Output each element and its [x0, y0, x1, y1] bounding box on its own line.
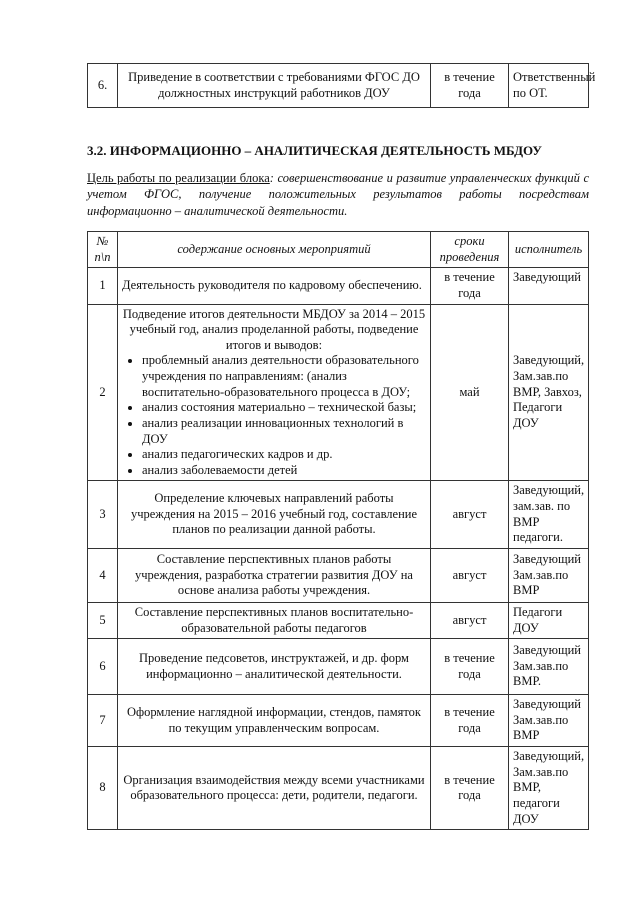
table-row	[88, 695, 589, 747]
row-term: август	[431, 481, 509, 549]
list-item: • анализ педагогических кадров и др.	[142, 447, 426, 463]
row-number: 5	[88, 602, 118, 638]
row-content	[118, 304, 431, 481]
analysis-list	[122, 353, 426, 478]
row-responsible: Заведующий	[509, 268, 589, 304]
list-item: • анализ реализации инновационных технологий в ДОУ	[142, 416, 426, 447]
table-row	[88, 639, 589, 695]
table-row	[88, 481, 589, 549]
header-num: № п\п	[88, 232, 118, 268]
row-number: 6	[88, 639, 118, 695]
table-row	[88, 548, 589, 602]
row-term: в течение года	[431, 639, 509, 695]
row-number: 6.	[88, 64, 118, 108]
row-term: август	[431, 548, 509, 602]
section-goal	[87, 170, 589, 219]
row-content: Определение ключевых направлений работы учреждения на 2015 – 2016 учебный год, составление планов по реализации данной работы.	[118, 481, 431, 549]
list-item: • анализ состояния материально – технической базы;	[142, 400, 426, 416]
table-header-row	[88, 232, 589, 268]
row-content: Организация взаимодействия между всеми участниками образовательного процесса: дети, родители, педагоги.	[118, 747, 431, 830]
list-item: • проблемный анализ деятельности образовательного учреждения по направлениям: (анализ воспитательно-образовательного процесса в ДОУ;	[142, 353, 426, 400]
row-number: 2	[88, 304, 118, 481]
row-term: в течение года	[431, 695, 509, 747]
row-number: 8	[88, 747, 118, 830]
header-responsible: исполнитель	[509, 232, 589, 268]
goal-label: Цель работы по реализации блока	[87, 171, 270, 185]
list-item: • анализ заболеваемости детей	[142, 463, 426, 479]
table-row	[88, 64, 589, 108]
row-number: 4	[88, 548, 118, 602]
row-term: в течение года	[431, 64, 509, 108]
row-content: Проведение педсоветов, инструктажей, и др. форм информационно – аналитической деятельности.	[118, 639, 431, 695]
row-term: август	[431, 602, 509, 638]
row-content-intro: Подведение итогов деятельности МБДОУ за 2014 – 2015 учебный год, анализ проделанной работы, подведение итогов и выводов:	[122, 306, 426, 352]
row-number: 1	[88, 268, 118, 304]
previous-plan-table	[87, 63, 596, 108]
row-responsible: Ответственный по ОТ.	[509, 64, 589, 108]
row-responsible: Заведующий Зам.зав.по ВМР.	[509, 639, 589, 695]
row-content: Составление перспективных планов воспитательно-образовательной работы педагогов	[118, 602, 431, 638]
row-responsible: Заведующий Зам.зав.по ВМР	[509, 548, 589, 602]
row-number: 3	[88, 481, 118, 549]
row-content: Составление перспективных планов работы учреждения, разработка стратегии развития ДОУ на основе анализа работы учреждения.	[118, 548, 431, 602]
row-number: 7	[88, 695, 118, 747]
goal-text: : совершенствование и развитие управленческих функций с учетом ФГОС, получение положительных результатов работы посредствам информационно – аналитической деятельности.	[87, 171, 589, 218]
table-row	[88, 602, 589, 638]
header-content: содержание основных мероприятий	[118, 232, 431, 268]
row-responsible: Заведующий, Зам.зав.по ВМР, педагоги ДОУ	[509, 747, 589, 830]
analytics-activities-table	[87, 231, 589, 830]
table-row	[88, 268, 589, 304]
row-content: Приведение в соответствии с требованиями ФГОС ДО должностных инструкций работников ДОУ	[118, 64, 431, 108]
table-row	[88, 304, 589, 481]
row-responsible: Педагоги ДОУ	[509, 602, 589, 638]
table-row	[88, 747, 589, 830]
header-term: сроки проведения	[431, 232, 509, 268]
row-content: Оформление наглядной информации, стендов, памяток по текущим управленческим вопросам.	[118, 695, 431, 747]
row-term: в течение года	[431, 268, 509, 304]
section-heading: 3.2. ИНФОРМАЦИОННО – АНАЛИТИЧЕСКАЯ ДЕЯТЕЛЬНОСТЬ МБДОУ	[87, 143, 542, 158]
row-content: Деятельность руководителя по кадровому обеспечению.	[118, 268, 431, 304]
row-term: в течение года	[431, 747, 509, 830]
row-term: май	[431, 304, 509, 481]
row-responsible: Заведующий Зам.зав.по ВМР	[509, 695, 589, 747]
row-responsible: Заведующий, Зам.зав.по ВМР, Завхоз, Педагоги ДОУ	[509, 304, 589, 481]
row-responsible: Заведующий, зам.зав. по ВМР педагоги.	[509, 481, 589, 549]
